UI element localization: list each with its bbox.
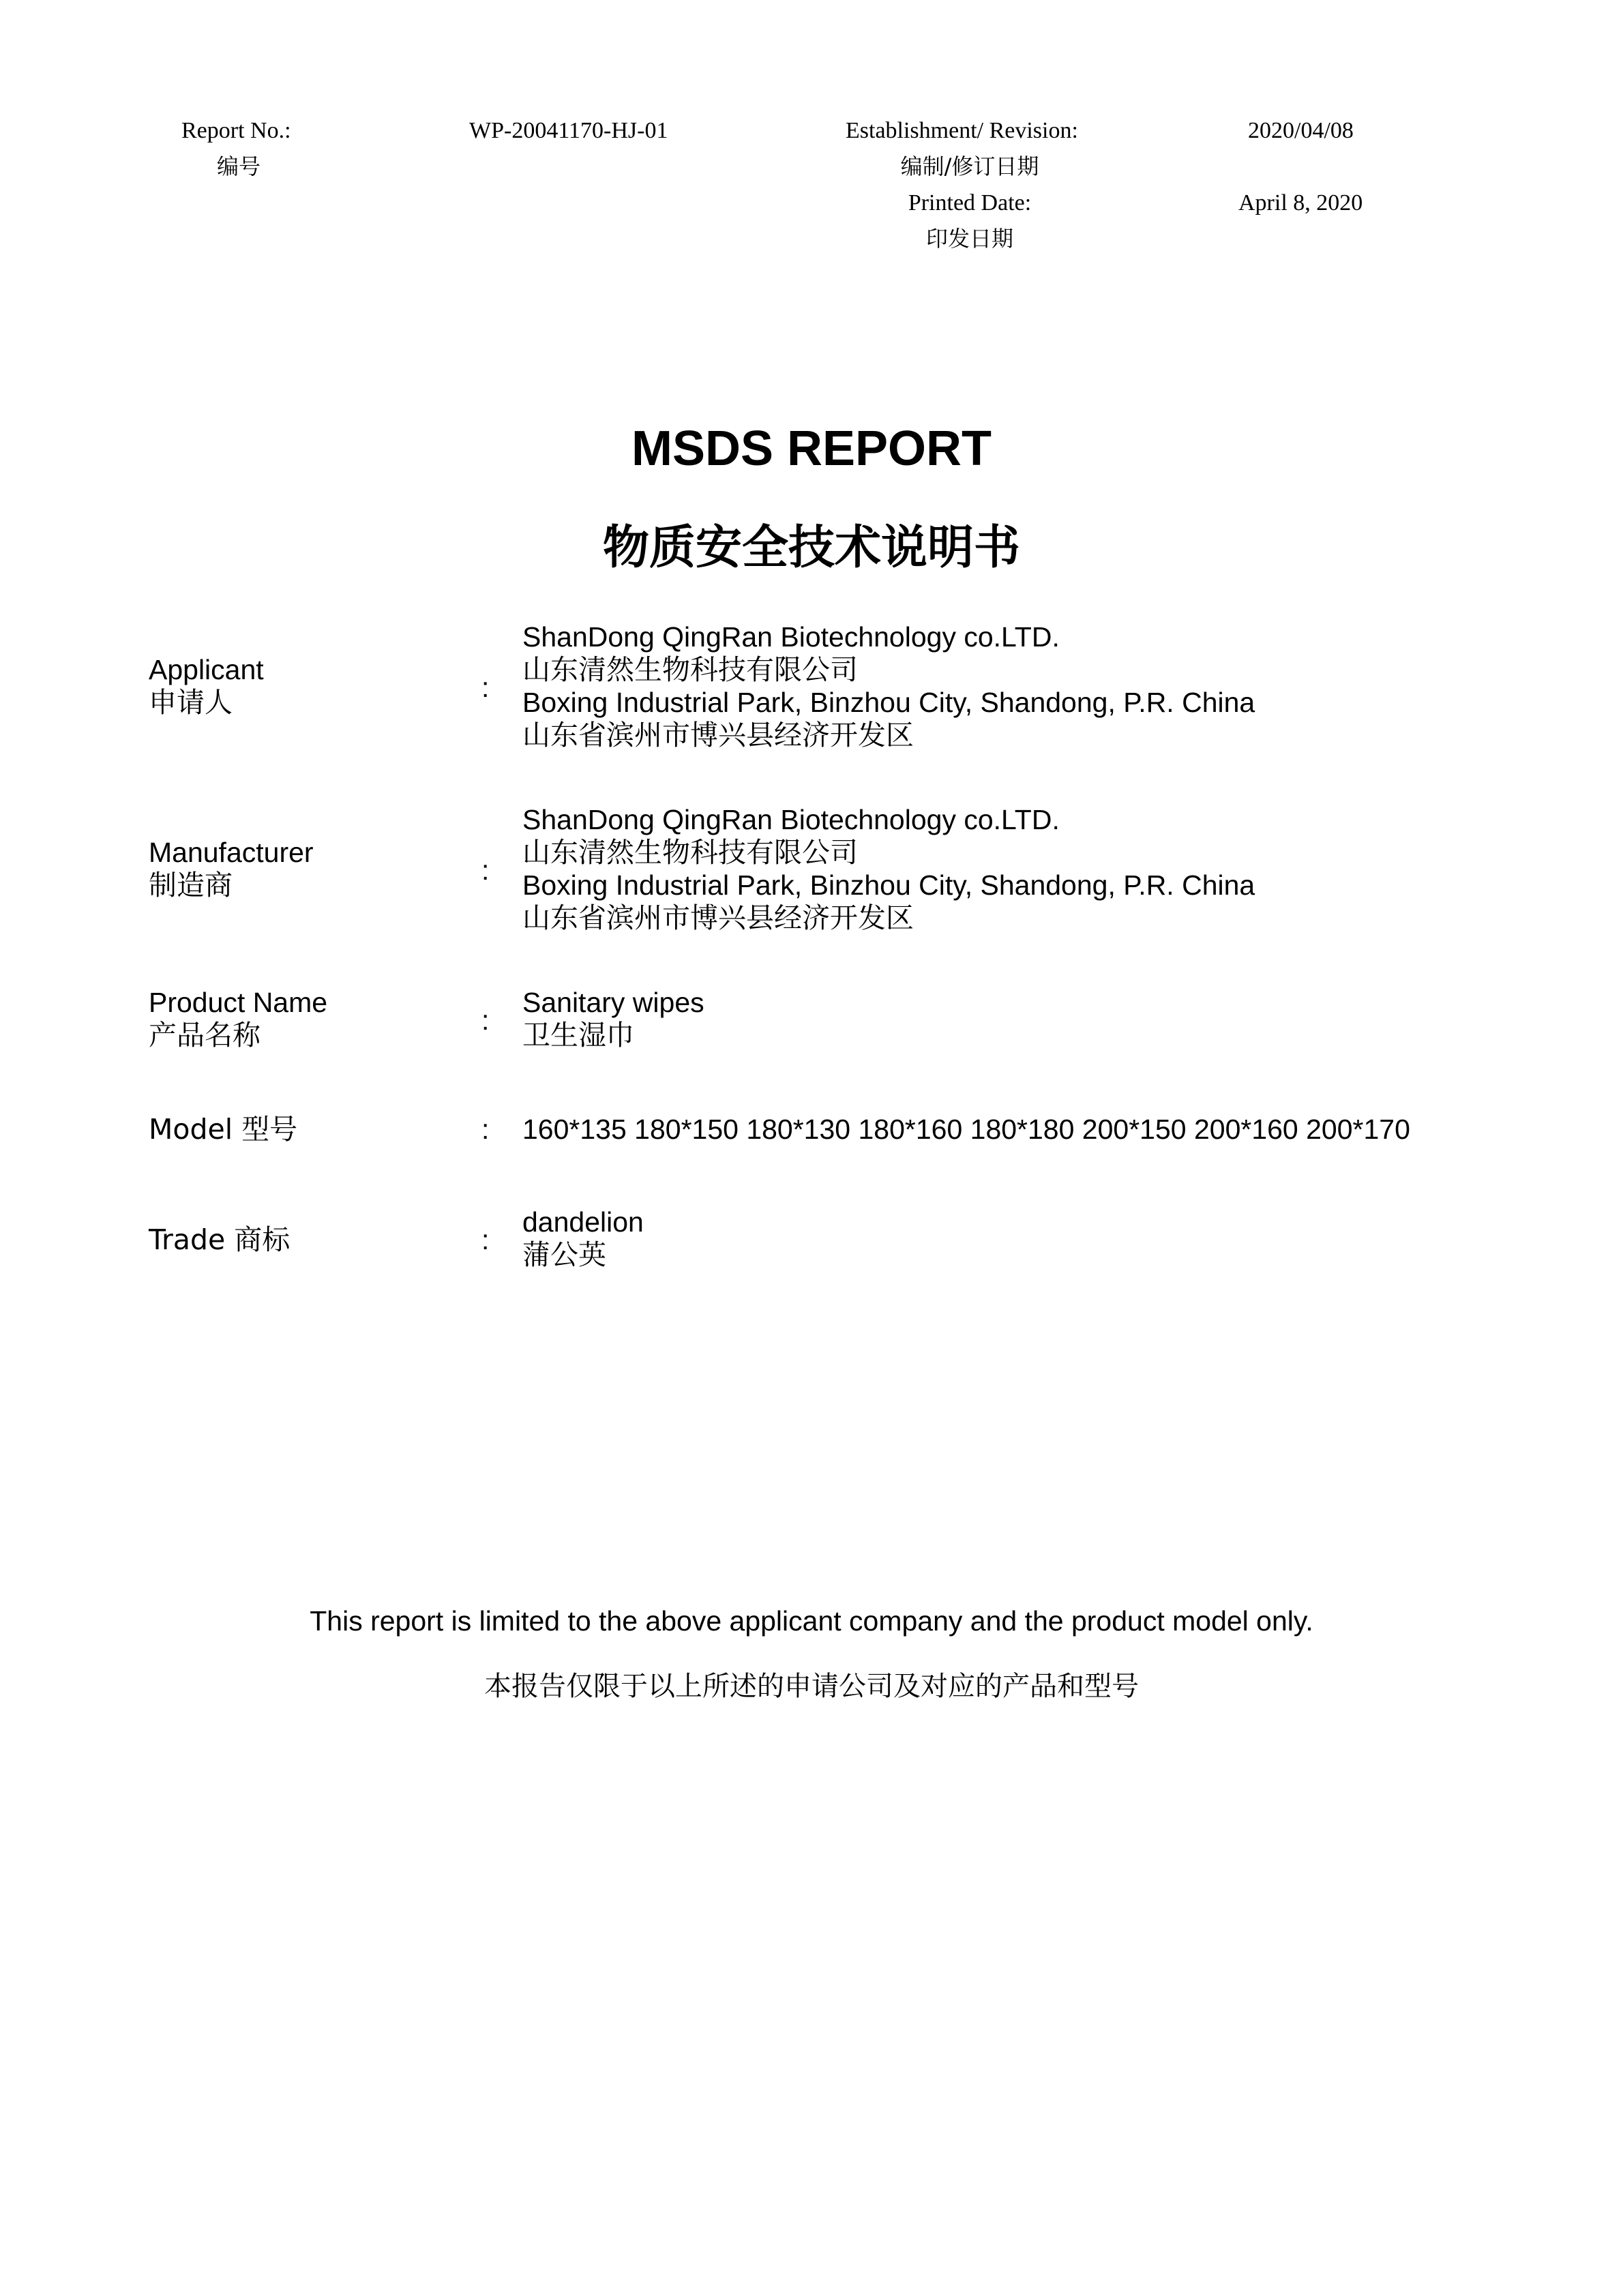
report-no-label-cn: 编号	[217, 153, 261, 179]
product-label	[149, 986, 327, 1052]
page-title: MSDS REPORT	[631, 421, 992, 476]
limitation-note-cn: 本报告仅限于以上所述的申请公司及对应的产品和型号	[484, 1671, 1139, 1702]
applicant-company-cn: 山东清然生物科技有限公司	[522, 653, 858, 686]
trade-name-en: dandelion	[522, 1206, 644, 1238]
manufacturer-company-cn: 山东清然生物科技有限公司	[522, 836, 858, 869]
manufacturer-address-cn: 山东省滨州市博兴县经济开发区	[522, 901, 914, 934]
product-label-cn: 产品名称	[149, 1019, 260, 1052]
applicant-label-cn: 申请人	[149, 686, 233, 719]
product-label-en: Product Name	[149, 987, 328, 1018]
product-name-cn: 卫生湿巾	[522, 1019, 634, 1052]
revision-label-cn: 编制/修订日期	[900, 153, 1039, 179]
product-colon: :	[481, 1004, 490, 1036]
trade-name-cn: 蒲公英	[522, 1238, 606, 1271]
printed-label: Printed Date:	[908, 190, 1032, 215]
applicant-company-en: ShanDong QingRan Biotechnology co.LTD.	[522, 621, 1060, 653]
applicant-label	[149, 653, 264, 719]
trade-label: Trade 商标	[149, 1223, 291, 1256]
report-no-value: WP-20041170-HJ-01	[469, 118, 668, 143]
product-value	[522, 986, 704, 1052]
revision-label: Establishment/ Revision:	[846, 118, 1078, 143]
limitation-note: This report is limited to the above applicant company and the product model only.	[310, 1605, 1313, 1637]
manufacturer-company-en: ShanDong QingRan Biotechnology co.LTD.	[522, 804, 1060, 835]
manufacturer-value	[522, 803, 1255, 934]
printed-value: April 8, 2020	[1238, 190, 1363, 215]
model-colon: :	[481, 1114, 490, 1145]
applicant-address-en: Boxing Industrial Park, Binzhou City, Shandong, P.R. China	[522, 687, 1255, 718]
manufacturer-label	[149, 836, 314, 901]
model-label: Model 型号	[149, 1113, 298, 1146]
report-no-label: Report No.:	[181, 118, 291, 143]
applicant-address-cn: 山东省滨州市博兴县经济开发区	[522, 719, 914, 751]
manufacturer-label-cn: 制造商	[149, 869, 233, 901]
manufacturer-address-en: Boxing Industrial Park, Binzhou City, Shandong, P.R. China	[522, 869, 1255, 901]
model-value: 160*135 180*150 180*130 180*160 180*180 200*150 200*160 200*170	[522, 1114, 1410, 1145]
trade-colon: :	[481, 1224, 490, 1255]
product-name-en: Sanitary wipes	[522, 987, 704, 1018]
trade-value	[522, 1206, 644, 1271]
applicant-label-en: Applicant	[149, 654, 264, 685]
printed-label-cn: 印发日期	[925, 226, 1014, 252]
applicant-value	[522, 621, 1255, 751]
manufacturer-label-en: Manufacturer	[149, 837, 314, 868]
page-title-cn: 物质安全技术说明书	[602, 521, 1020, 575]
applicant-colon: :	[481, 672, 490, 703]
manufacturer-colon: :	[481, 854, 490, 886]
revision-value: 2020/04/08	[1248, 118, 1354, 143]
